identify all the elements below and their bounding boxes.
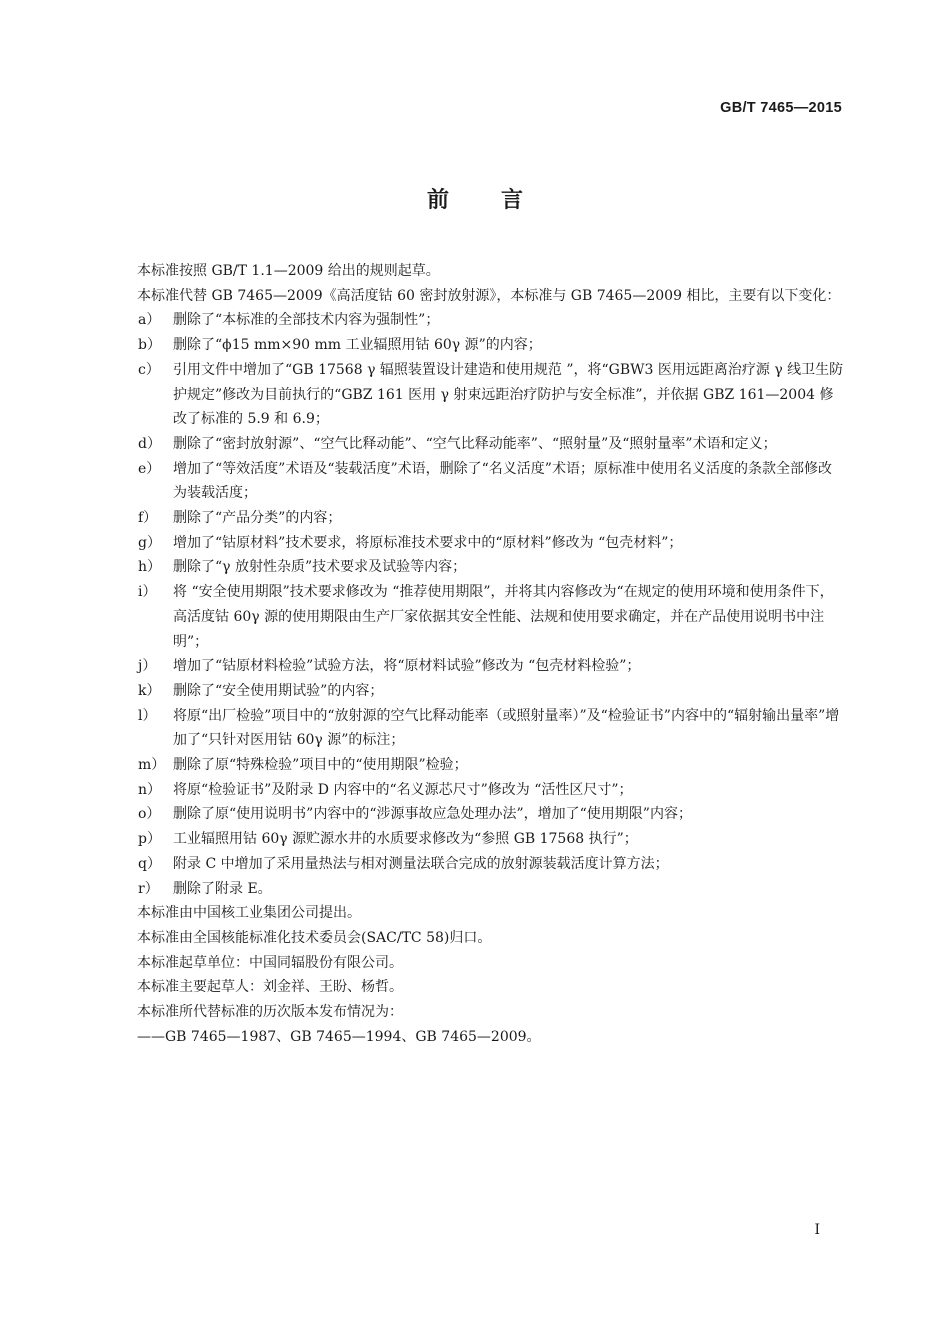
- list-item: [108, 654, 844, 679]
- list-item: [108, 580, 844, 654]
- list-item-label: d）: [138, 435, 161, 452]
- list-item-text: 增加了“等效活度”术语及“装载活度”术语，删除了“名义活度”术语；原标准中使用名义活度的条款全部修改为装载活度；: [173, 460, 832, 502]
- list-item-label: h）: [138, 559, 162, 576]
- list-item: [108, 679, 844, 704]
- closing-paragraph: 本标准由全国核能标准化技术委员会(SAC/TC 58)归口。: [137, 929, 492, 946]
- list-item: [108, 358, 844, 432]
- list-item-text: 工业辐照用钴 60γ 源贮源水井的水质要求修改为“参照 GB 17568 执行”；: [173, 831, 638, 848]
- list-item: [108, 333, 844, 358]
- closing-paragraph: ——GB 7465—1987、GB 7465—1994、GB 7465—2009。: [137, 1028, 541, 1045]
- closing-paragraph: 本标准由中国核工业集团公司提出。: [137, 905, 361, 922]
- list-item: [108, 778, 844, 803]
- page-title: 前言: [426, 188, 575, 213]
- list-item-text: 删除了“γ 放射性杂质”技术要求及试验等内容；: [173, 559, 467, 576]
- list-item-label: f）: [138, 510, 158, 527]
- list-item-text: 将 “安全使用期限”技术要求修改为 “推荐使用期限”，并将其内容修改为“在规定的使用环境和使用条件下，高活度钴 60γ 源的使用期限由生产厂家依据其安全性能、法规和使用要求确定，并在产品使用说明书中注明”；: [173, 584, 834, 650]
- closing-paragraph: 本标准所代替标准的历次版本发布情况为：: [137, 1004, 403, 1021]
- list-item-text: 删除了原“特殊检验”项目中的“使用期限”检验；: [173, 757, 468, 774]
- list-item-text: 增加了“钴原材料”技术要求，将原标准技术要求中的“原材料”修改为 “包壳材料”；: [173, 534, 683, 551]
- list-item-label: o）: [138, 806, 161, 823]
- list-item-text: 删除了原“使用说明书”内容中的“涉源事故应急处理办法”，增加了“使用期限”内容；: [173, 806, 692, 823]
- list-item-label: a）: [138, 312, 161, 329]
- list-item: [108, 531, 844, 556]
- list-item-label: n）: [138, 781, 162, 798]
- list-item: [108, 506, 844, 531]
- intro-paragraph: 本标准按照 GB/T 1.1—2009 给出的规则起草。: [137, 263, 440, 279]
- list-item-text: 删除了“产品分类”的内容；: [173, 510, 342, 527]
- page-number: I: [814, 1222, 820, 1238]
- list-item-text: 删除了“ϕ15 mm×90 mm 工业辐照用钴 60γ 源”的内容；: [173, 337, 542, 354]
- list-item-text: 将原“出厂检验”项目中的“放射源的空气比释动能率（或照射量率）”及“检验证书”内容中的“辐射输出量率”增加了“只针对医用钴 60γ 源”的标注；: [173, 707, 840, 749]
- list-item: [108, 457, 844, 506]
- list-item: [108, 555, 844, 580]
- list-item-label: i）: [138, 584, 157, 601]
- list-item-text: 删除了“密封放射源”、“空气比释动能”、“空气比释动能率”、“照射量”及“照射量率”术语和定义；: [173, 435, 777, 452]
- closing-paragraph: 本标准起草单位：中国同辐股份有限公司。: [137, 954, 403, 971]
- list-item-label: m）: [138, 757, 166, 774]
- list-item: [108, 704, 844, 753]
- list-item: [108, 877, 844, 902]
- list-item-text: 将原“检验证书”及附录 D 内容中的“名义源芯尺寸”修改为 “活性区尺寸”；: [173, 781, 633, 798]
- list-item-text: 删除了“本标准的全部技术内容为强制性”；: [173, 312, 440, 329]
- list-item: [108, 308, 844, 333]
- list-item: [108, 827, 844, 852]
- list-item: [108, 753, 844, 778]
- list-item-text: 增加了“钴原材料检验”试验方法，将“原材料试验”修改为 “包壳材料检验”；: [173, 658, 641, 675]
- list-item-text: 删除了“安全使用期试验”的内容；: [173, 682, 384, 699]
- standard-code: GB/T 7465—2015: [720, 100, 842, 116]
- list-item-text: 删除了附录 E。: [173, 880, 272, 897]
- list-item: [108, 432, 844, 457]
- intro-paragraph: 本标准代替 GB 7465—2009《高活度钴 60 密封放射源》，本标准与 GB 7465—2009 相比，主要有以下变化：: [137, 287, 841, 304]
- list-item-label: g）: [138, 534, 161, 551]
- list-item-label: p）: [138, 831, 161, 848]
- list-item-label: e）: [138, 460, 161, 477]
- list-item-label: k）: [138, 682, 161, 699]
- list-item: [108, 802, 844, 827]
- list-item-text: 引用文件中增加了“GB 17568 γ 辐照装置设计建造和使用规范 ”，将“GBW3 医用远距离治疗源 γ 线卫生防护规定”修改为目前执行的“GBZ 161 医用 γ 射束远距治疗防护与安全标准”，并依据 GBZ 161—2004 修改了标准的 5.9 和 6.9；: [173, 361, 844, 428]
- list-item-label: j）: [138, 658, 157, 675]
- list-item-label: c）: [138, 361, 160, 378]
- list-item-text: 附录 C 中增加了采用量热法与相对测量法联合完成的放射源装载活度计算方法；: [173, 855, 669, 872]
- document-body: [108, 259, 844, 1050]
- list-item-label: r）: [138, 880, 159, 897]
- closing-paragraph: 本标准主要起草人：刘金祥、王盼、杨哲。: [137, 979, 403, 996]
- list-item-label: b）: [138, 337, 161, 354]
- list-item-label: l）: [138, 707, 157, 724]
- list-item: [108, 852, 844, 877]
- list-item-label: q）: [138, 855, 161, 872]
